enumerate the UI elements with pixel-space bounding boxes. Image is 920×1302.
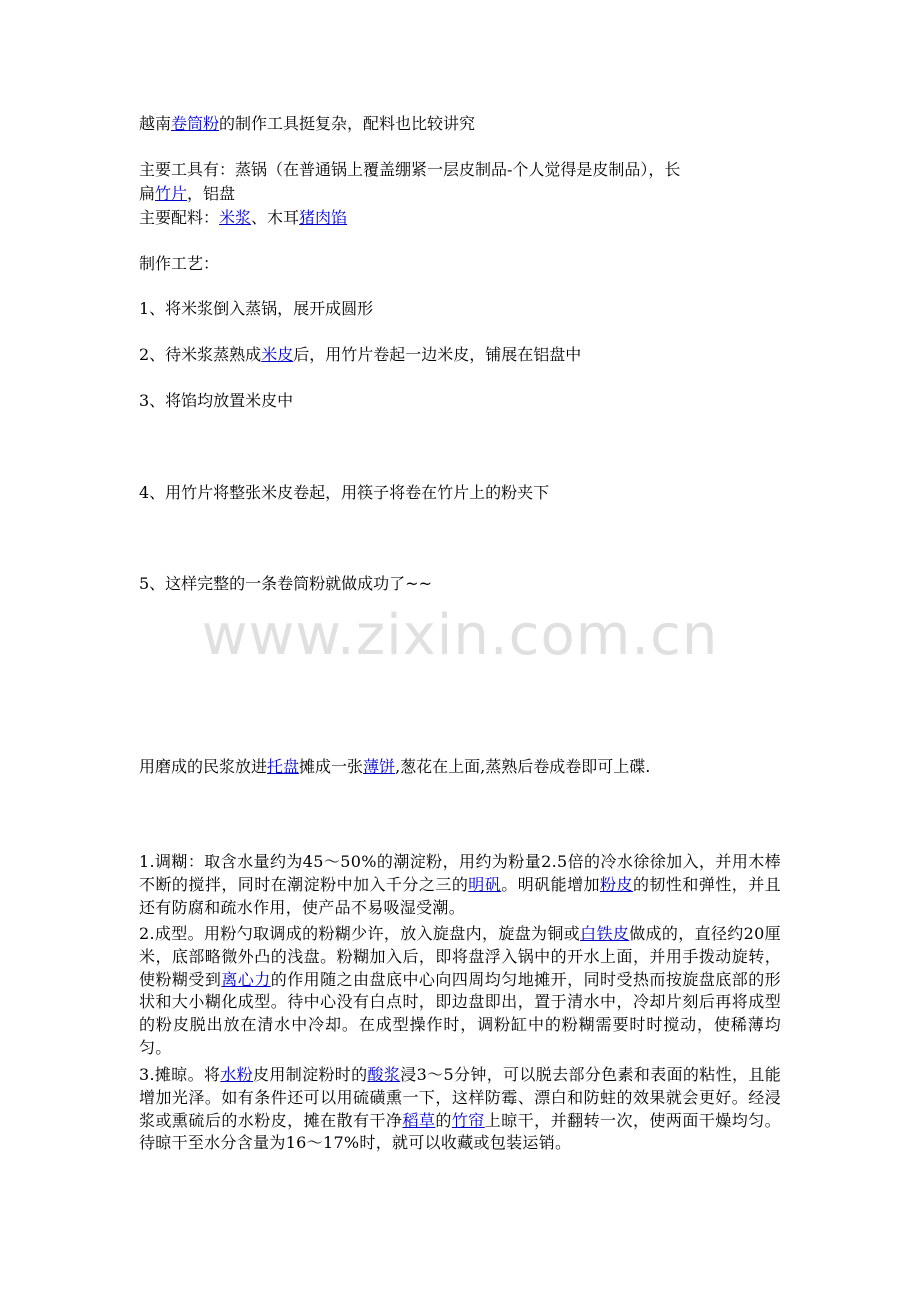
text: 扁 — [139, 184, 156, 203]
text: 的 — [435, 1110, 452, 1130]
text: 的韧性和弹性，并且还有防腐和疏水作用，使产品不易吸湿受潮。 — [139, 874, 781, 917]
step-4: 4、用竹片将整张米皮卷起，用筷子将卷在竹片上的粉夹下 — [139, 483, 550, 502]
link-mipi[interactable]: 米皮 — [261, 345, 294, 364]
link-mijiang[interactable]: 米浆 — [219, 208, 252, 227]
link-lixinli[interactable]: 离心力 — [221, 969, 271, 989]
step-5: 5、这样完整的一条卷筒粉就做成功了~~ — [139, 574, 432, 593]
link-juantongfen[interactable]: 卷筒粉 — [171, 114, 220, 133]
link-zhulian[interactable]: 竹帘 — [451, 1110, 485, 1130]
tools-line-2 — [139, 182, 235, 206]
text: 后，用竹片卷起一边米皮，铺展在铝盘中 — [293, 345, 582, 364]
text: 主要配料： — [139, 208, 220, 227]
text: 2.成型。用粉勺取调成的粉糊少许，放入旋盘内，旋盘为铜或 — [139, 924, 581, 943]
link-tuopan[interactable]: 托盘 — [267, 757, 300, 776]
link-baobing[interactable]: 薄饼 — [363, 757, 396, 776]
text: 越南 — [139, 114, 172, 133]
link-daocao[interactable]: 稻草 — [402, 1110, 436, 1130]
step-2 — [139, 343, 581, 367]
intro-paragraph — [139, 112, 475, 136]
detail-paragraph-2 — [139, 923, 781, 1060]
text: 、木耳 — [251, 208, 300, 227]
text: 上晾干，并翻转一次，使两面干燥均匀。待晾干至水分含量为16～17%时，就可以收藏或包装运销。 — [139, 1110, 781, 1153]
link-baitiepi[interactable]: 白铁皮 — [580, 924, 630, 943]
text: 用磨成的民浆放进 — [139, 757, 268, 776]
text: 浸3～5分钟，可以脱去部分色素和表面的粘性，且能增加光泽。如有条件还可以用硫磺熏一下，这样防霉、漂白和防蛀的效果就会更好。经浸浆或熏硫后的水粉皮，摊在散有干净 — [139, 1065, 781, 1130]
step-3: 3、将馅均放置米皮中 — [139, 391, 294, 410]
text: 皮用制淀粉时的 — [253, 1065, 368, 1084]
link-mingfan[interactable]: 明矾 — [468, 874, 502, 894]
link-suanjiang[interactable]: 酸浆 — [367, 1065, 401, 1084]
text: 的制作工具挺复杂，配料也比较讲究 — [219, 114, 476, 133]
step-1: 1、将米浆倒入蒸锅，展开成圆形 — [139, 299, 374, 318]
link-shuifen[interactable]: 水粉 — [220, 1065, 254, 1084]
text: 。明矾能增加 — [501, 874, 601, 894]
detail-paragraph-1 — [139, 851, 781, 919]
text: ，铝盘 — [187, 184, 236, 203]
link-fenpi[interactable]: 粉皮 — [600, 874, 633, 894]
watermark: www.zixin.com.cn — [201, 603, 719, 668]
text: 2、待米浆蒸熟成 — [139, 345, 262, 364]
detail-paragraph-3 — [139, 1064, 781, 1155]
ingredients-line — [139, 206, 347, 230]
note-paragraph — [139, 755, 650, 779]
text: 的作用随之由盘底中心向四周均匀地摊开，同时受热而按旋盘底部的形状和大小糊化成型。待中心没有白点时，即边盘即出，置于清水中，冷却片刻后再将成型的粉皮脱出放在清水中冷却。在成型操作时，调粉缸中的粉糊需要时时搅动，使稀薄均匀。 — [139, 969, 781, 1057]
text: 3.摊晾。将 — [139, 1065, 221, 1084]
text: 摊成一张 — [299, 757, 364, 776]
process-label: 制作工艺： — [139, 254, 220, 273]
tools-line-1: 主要工具有：蒸锅（在普通锅上覆盖绷紧一层皮制品-个人觉得是皮制品），长 — [139, 160, 681, 179]
link-zhupian[interactable]: 竹片 — [155, 184, 188, 203]
text: ,葱花在上面,蒸熟后卷成卷即可上碟. — [395, 757, 651, 776]
text: 做成的，直径约20厘米，底部略微外凸的浅盘。粉糊加入后，即将盘浮入锅中的开水上面，并用手拨动旋转，使粉糊受到 — [139, 924, 781, 989]
text: 1.调糊：取含水量约为45～50%的潮淀粉，用约为粉量2.5倍的冷水徐徐加入，并用木棒不断的搅拌，同时在潮淀粉中加入千分之三的 — [139, 852, 781, 894]
link-zhurouxian[interactable]: 猪肉馅 — [299, 208, 348, 227]
